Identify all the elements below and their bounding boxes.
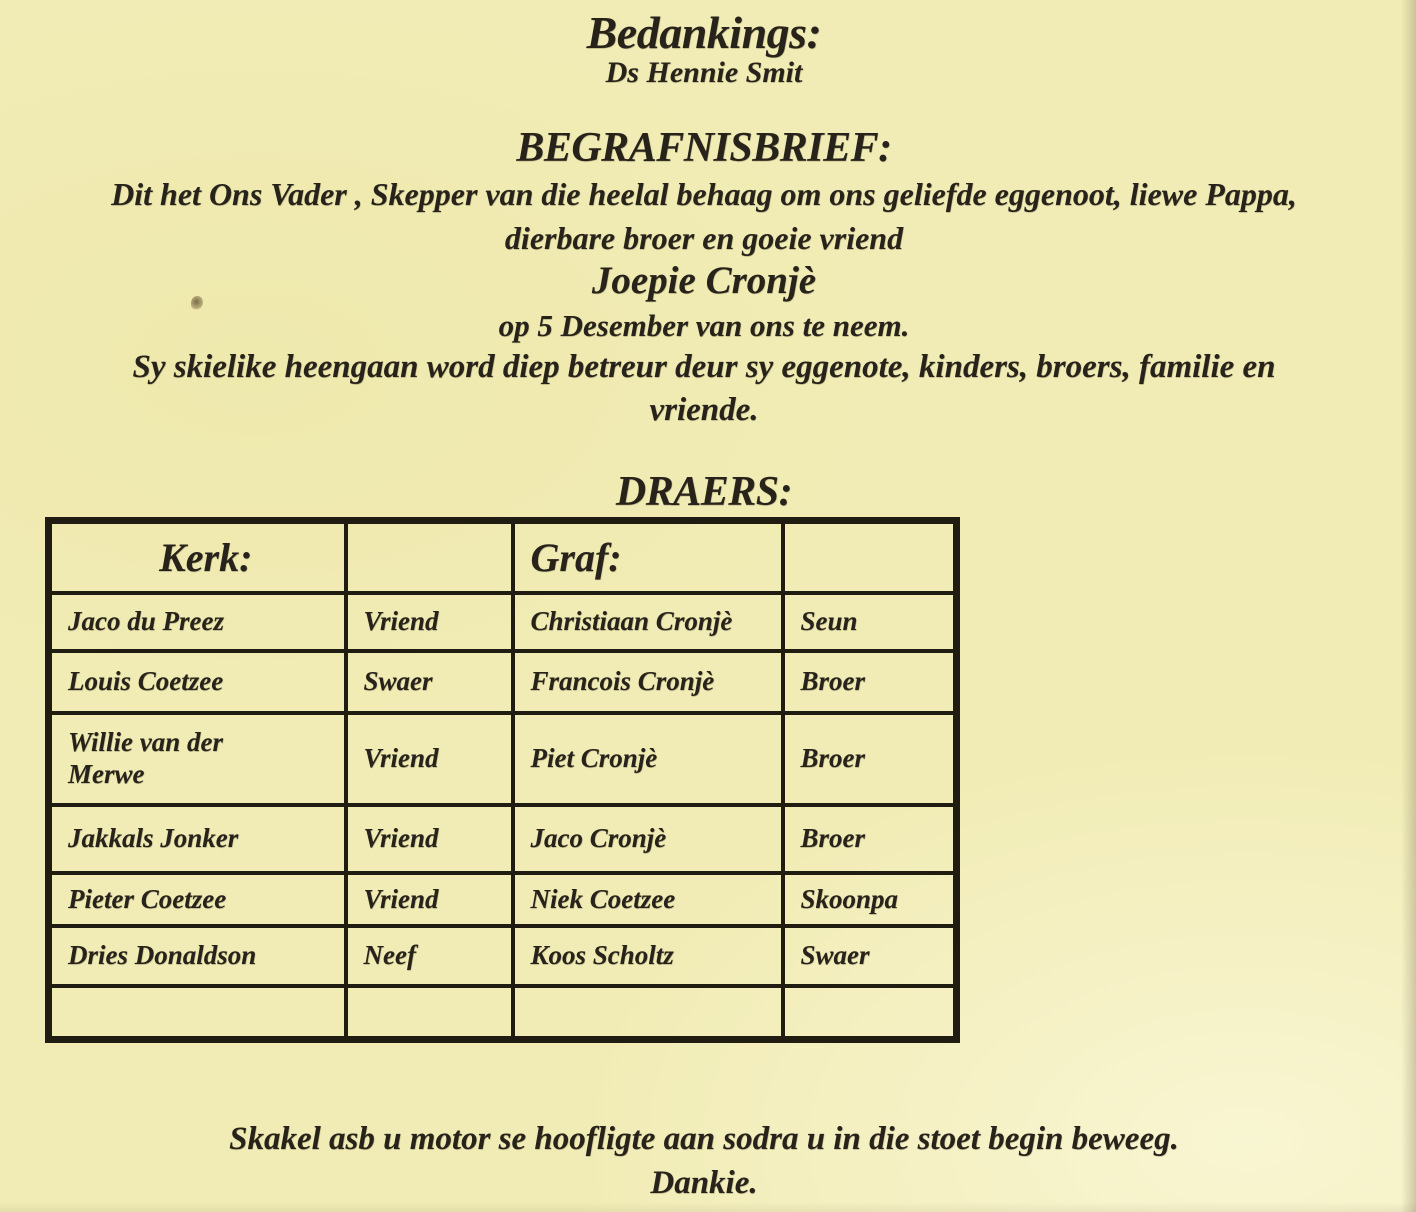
minister-name: Ds Hennie Smit: [605, 56, 803, 89]
kerk-relation-cell: Swaer: [346, 651, 513, 713]
header-cell-graf: Graf:: [513, 521, 783, 593]
graf-name-cell: Jaco Cronjè: [513, 805, 783, 873]
section-title-begrafnisbrief: BEGRAFNISBRIEF:: [516, 125, 892, 171]
kerk-name-cell: [49, 986, 346, 1040]
header-cell-empty: [783, 521, 957, 593]
footer-instruction: Skakel asb u motor se hoofligte aan sodra u in die stoet begin beweeg.: [229, 1121, 1179, 1157]
deceased-name: Joepie Cronjè: [591, 259, 817, 302]
graf-relation-cell: [783, 986, 957, 1040]
table-row: [49, 713, 957, 805]
mourning-line-2: vriende.: [649, 392, 759, 428]
table-row: [49, 593, 957, 651]
table-row: [49, 651, 957, 713]
kerk-relation-cell: Vriend: [346, 713, 513, 805]
table-row: [49, 926, 957, 986]
kerk-relation-cell: Neef: [346, 926, 513, 986]
kerk-relation-cell: Vriend: [346, 593, 513, 651]
kerk-name-text: Willie van der Merwe: [68, 726, 223, 789]
kerk-name-cell: [49, 713, 346, 805]
graf-relation-cell: Broer: [783, 713, 957, 805]
graf-name-cell: [513, 986, 783, 1040]
header-cell-empty: [346, 521, 513, 593]
table-row: [49, 805, 957, 873]
kerk-relation-cell: Vriend: [346, 805, 513, 873]
kerk-name-cell: Louis Coetzee: [49, 651, 346, 713]
kerk-name-cell: Jaco du Preez: [49, 593, 346, 651]
kerk-name-cell: Pieter Coetzee: [49, 873, 346, 926]
graf-relation-cell: Swaer: [783, 926, 957, 986]
kerk-name-cell: Dries Donaldson: [49, 926, 346, 986]
table-header-row: [49, 521, 957, 593]
obituary-line-1: Dit het Ons Vader , Skepper van die heelal behaag om ons geliefde eggenoot, liewe Pappa,: [111, 176, 1297, 212]
graf-name-cell: Koos Scholtz: [513, 926, 783, 986]
graf-relation-cell: Seun: [783, 593, 957, 651]
graf-relation-cell: Broer: [783, 651, 957, 713]
header-cell-kerk: Kerk:: [49, 521, 346, 593]
kerk-name-cell: Jakkals Jonker: [49, 805, 346, 873]
graf-name-cell: Niek Coetzee: [513, 873, 783, 926]
graf-name-cell: Christiaan Cronjè: [513, 593, 783, 651]
kerk-relation-cell: Vriend: [346, 873, 513, 926]
footer-thanks: Dankie.: [650, 1165, 758, 1201]
kerk-relation-cell: [346, 986, 513, 1040]
table-row: [49, 873, 957, 926]
graf-name-cell: Francois Cronjè: [513, 651, 783, 713]
date-line: op 5 Desember van ons te neem.: [498, 308, 910, 343]
graf-name-cell: Piet Cronjè: [513, 713, 783, 805]
mourning-line-1: Sy skielike heengaan word diep betreur deur sy eggenote, kinders, broers, familie en: [132, 349, 1276, 385]
pallbearers-table: [45, 517, 960, 1043]
obituary-line-2: dierbare broer en goeie vriend: [504, 220, 904, 256]
graf-relation-cell: Broer: [783, 805, 957, 873]
page-title: Bedankings:: [586, 7, 822, 58]
section-title-draers: DRAERS:: [615, 469, 793, 515]
table-row-empty: [49, 986, 957, 1040]
graf-relation-cell: Skoonpa: [783, 873, 957, 926]
